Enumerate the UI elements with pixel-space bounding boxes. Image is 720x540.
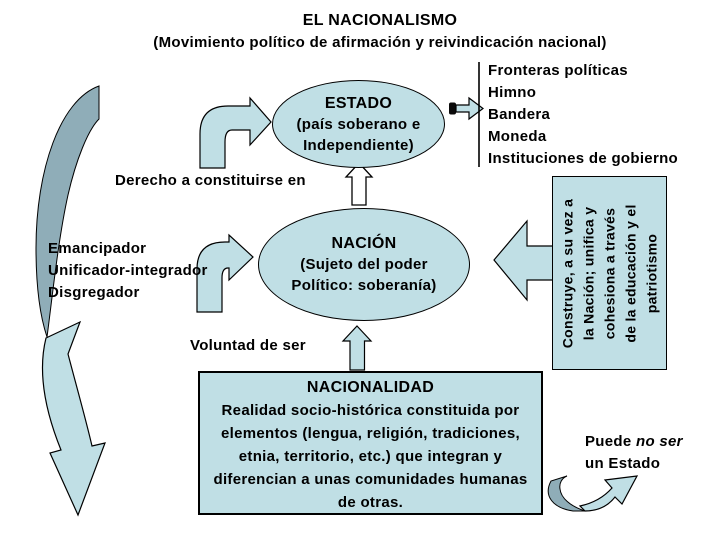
derecho-label: Derecho a constituirse en <box>115 172 306 189</box>
nacion-subtitle-line: (Sujeto del poder <box>300 256 428 273</box>
nacionalidad-body-line: diferencian a unas comunidades humanas <box>213 471 528 488</box>
swoosh-arrow-light <box>580 476 637 511</box>
puede-line-2: un Estado <box>585 455 661 472</box>
nacion-node <box>258 208 470 321</box>
nacion-subtitle-line: Político: soberanía) <box>291 277 437 294</box>
construye-line: patriotismo <box>643 233 659 313</box>
puede-no-ser-label <box>585 431 683 475</box>
nacionalidad-title: NACIONALIDAD <box>306 379 435 396</box>
page-subtitle: (Movimiento político de afirmación y reivindicación nacional) <box>153 34 607 51</box>
nacionalidad-body-line: elementos (lengua, religión, tradiciones, <box>220 425 521 442</box>
attribute-item: Fronteras políticas <box>488 62 628 79</box>
construye-left-arrow <box>494 221 553 300</box>
nationalism-types-list <box>48 238 208 304</box>
nacionalidad-to-nacion-arrow <box>343 326 371 370</box>
attribute-item: Moneda <box>488 128 547 145</box>
nacion-to-estado-arrow <box>346 163 372 205</box>
nacionalidad-body-line: Realidad socio-histórica constituida por <box>221 402 520 419</box>
nacion-title: NACIÓN <box>331 235 397 252</box>
estado-title: ESTADO <box>324 94 393 112</box>
attribute-item: Bandera <box>488 106 551 123</box>
construye-line: de la educación y el <box>622 203 638 343</box>
page-title: EL NACIONALISMO <box>302 12 458 29</box>
nacionalidad-body-line: de otras. <box>337 494 404 511</box>
construye-line: cohesiona a través <box>601 207 617 339</box>
elbow-arrow-to-estado <box>200 98 271 168</box>
nacionalidad-body-line: etnia, territorio, etc.) que integran y <box>238 448 503 465</box>
attribute-item: Instituciones de gobierno <box>488 150 679 167</box>
voluntad-label: Voluntad de ser <box>190 337 306 354</box>
nationalism-type-item: Unificador-integrador <box>48 262 208 279</box>
estado-attributes-arrow-bar <box>449 103 456 115</box>
estado-attributes-list <box>488 60 678 170</box>
construye-line: Construye, a su vez a <box>559 198 575 348</box>
nationalism-type-item: Disgregador <box>48 284 140 301</box>
puede-emphasis: no ser <box>635 433 683 450</box>
construye-line: la Nación; unifica y <box>580 206 596 340</box>
construye-rotated-text <box>552 176 667 370</box>
estado-subtitle-line: (país soberano e <box>296 115 421 133</box>
nacionalidad-node <box>198 371 543 515</box>
estado-subtitle-line: Independiente) <box>303 136 414 154</box>
estado-node <box>272 80 445 168</box>
attribute-item: Himno <box>488 84 537 101</box>
title-block <box>40 11 720 53</box>
puede-prefix: Puede <box>585 433 636 450</box>
puede-line-1 <box>585 431 683 453</box>
curved-flow-arrow-lower-down-arrow <box>42 322 105 515</box>
nationalism-type-item: Emancipador <box>48 240 147 257</box>
